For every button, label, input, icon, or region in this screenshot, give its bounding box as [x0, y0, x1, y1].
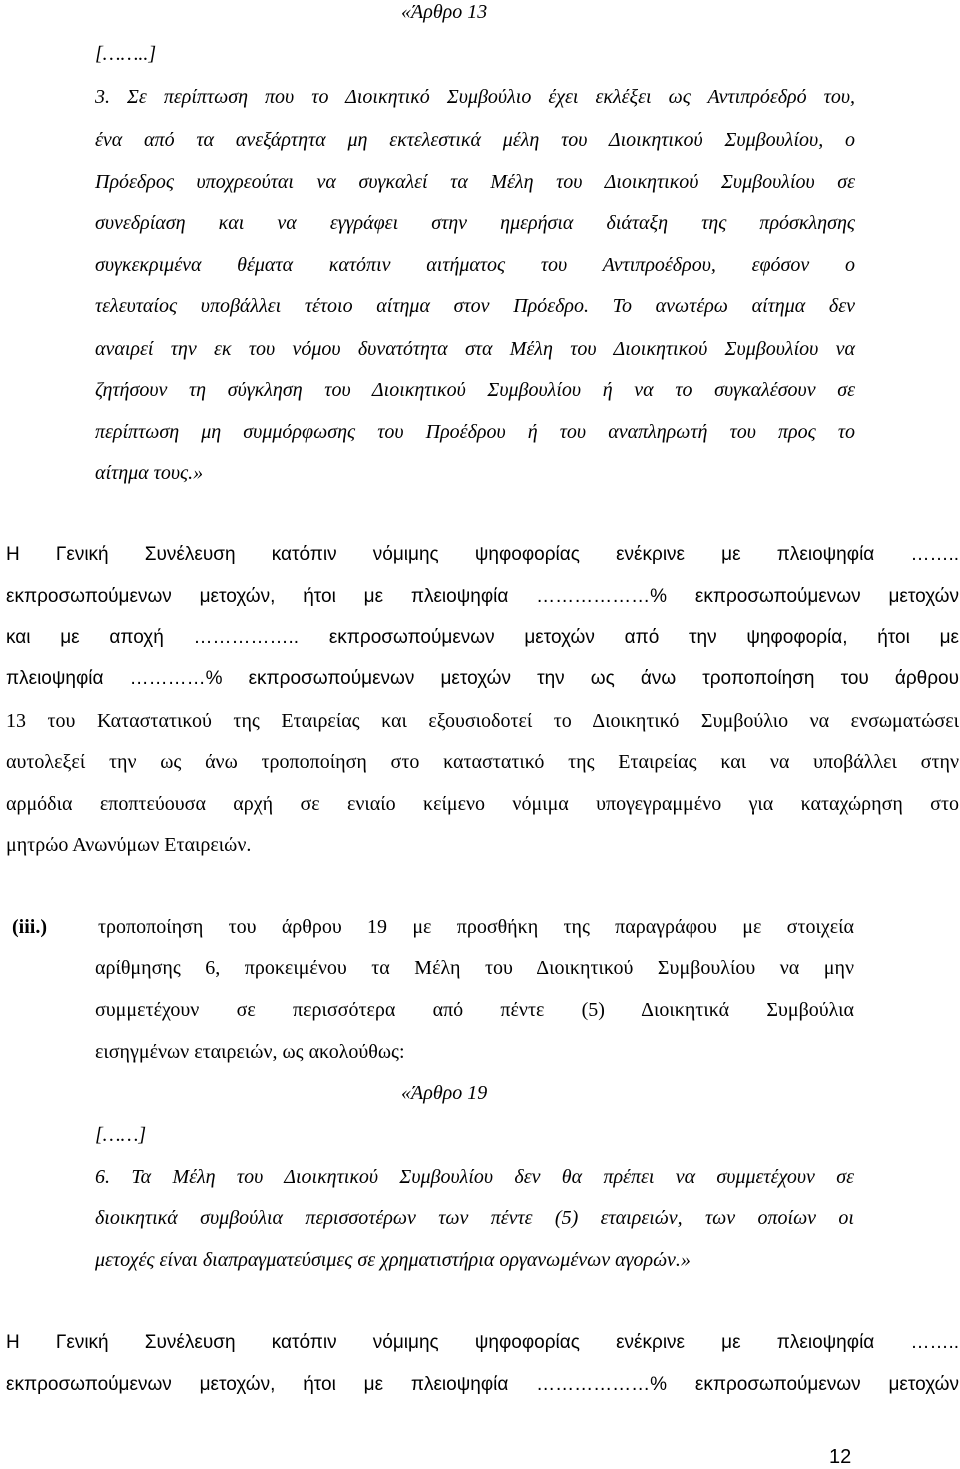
article-13-line: συνεδρίαση και να εγγράφει στην ημερήσια διάταξη της πρόσκλησης	[95, 212, 855, 234]
article-13-line: αίτημα τους.»	[95, 462, 204, 484]
resolution-line: εκπροσωπούμενων μετοχών, ήτοι με πλειοψηφία ………………% εκπροσωπούμενων μετοχών	[6, 1374, 959, 1395]
article-19-heading: «Άρθρο 19	[401, 1082, 488, 1104]
article-19-ellipsis: [……]	[95, 1124, 147, 1146]
article-19-line: 6. Τα Μέλη του Διοικητικού Συμβουλίου δεν θα πρέπει να συμμετέχουν σε	[95, 1166, 854, 1188]
item-line: τροποποίηση του άρθρου 19 με προσθήκη της παραγράφου με στοιχεία	[98, 916, 854, 938]
resolution-line: αρμόδια εποπτεύουσα αρχή σε ενιαίο κείμενο νόμιμα υπογεγραμμένο για καταχώρηση στο	[6, 793, 959, 815]
item-line: αρίθμησης 6, προκειμένου τα Μέλη του Διοικητικού Συμβουλίου να μην	[95, 957, 854, 979]
item-line: συμμετέχουν σε περισσότερα από πέντε (5) Διοικητικά Συμβούλια	[95, 999, 854, 1021]
resolution-line: 13 του Καταστατικού της Εταιρείας και εξουσιοδοτεί το Διοικητικό Συμβούλιο να ενσωματώσει	[6, 710, 959, 732]
article-13-line: ζητήσουν τη σύγκληση του Διοικητικού Συμβουλίου ή να το συγκαλέσουν σε	[95, 379, 855, 401]
resolution-line: μητρώο Ανωνύμων Εταιρειών.	[6, 834, 252, 856]
article-13-ellipsis: [……..]	[95, 43, 157, 65]
resolution-line: Η Γενική Συνέλευση κατόπιν νόμιμης ψηφοφορίας ενέκρινε με πλειοψηφία ……..	[6, 1332, 959, 1353]
resolution-line: και με αποχή …………….. εκπροσωπούμενων μετοχών από την ψηφοφορία, ήτοι με	[6, 627, 959, 648]
article-13-line: τελευταίος υποβάλλει τέτοιο αίτημα στον Πρόεδρο. Το ανωτέρω αίτημα δεν	[95, 295, 855, 317]
article-13-line: 3. Σε περίπτωση που το Διοικητικό Συμβούλιο έχει εκλέξει ως Αντιπρόεδρό του,	[95, 86, 855, 108]
article-19-line: διοικητικά συμβούλια περισσοτέρων των πέντε (5) εταιρειών, των οποίων οι	[95, 1207, 854, 1229]
item-line: εισηγμένων εταιρειών, ως ακολούθως:	[95, 1041, 405, 1063]
article-13-line: περίπτωση μη συμμόρφωσης του Προέδρου ή του αναπληρωτή του προς το	[95, 421, 855, 443]
article-13-line: συγκεκριμένα θέματα κατόπιν αιτήματος του Αντιπροέδρου, εφόσον ο	[95, 254, 855, 276]
resolution-line: Η Γενική Συνέλευση κατόπιν νόμιμης ψηφοφορίας ενέκρινε με πλειοψηφία ……..	[6, 544, 959, 565]
article-13-heading: «Άρθρο 13	[401, 1, 488, 23]
article-13-line: Πρόεδρος υποχρεούται να συγκαλεί τα Μέλη του Διοικητικού Συμβουλίου σε	[95, 171, 855, 193]
article-19-line: μετοχές είναι διαπραγματεύσιμες σε χρηματιστήρια οργανωμένων αγορών.»	[95, 1249, 691, 1271]
article-13-line: ένα από τα ανεξάρτητα μη εκτελεστικά μέλη του Διοικητικού Συμβουλίου, ο	[95, 129, 855, 151]
resolution-line: πλειοψηφία …………% εκπροσωπούμενων μετοχών την ως άνω τροποποίηση του άρθρου	[6, 668, 959, 689]
page-number: 12	[829, 1446, 852, 1468]
resolution-line: εκπροσωπούμενων μετοχών, ήτοι με πλειοψηφία ………………% εκπροσωπούμενων μετοχών	[6, 586, 959, 607]
article-13-line: αναιρεί την εκ του νόμου δυνατότητα στα Μέλη του Διοικητικού Συμβουλίου να	[95, 338, 855, 360]
resolution-line: αυτολεξεί την ως άνω τροποποίηση στο καταστατικό της Εταιρείας και να υποβάλλει στην	[6, 751, 959, 773]
item-marker: (iii.)	[12, 916, 47, 938]
